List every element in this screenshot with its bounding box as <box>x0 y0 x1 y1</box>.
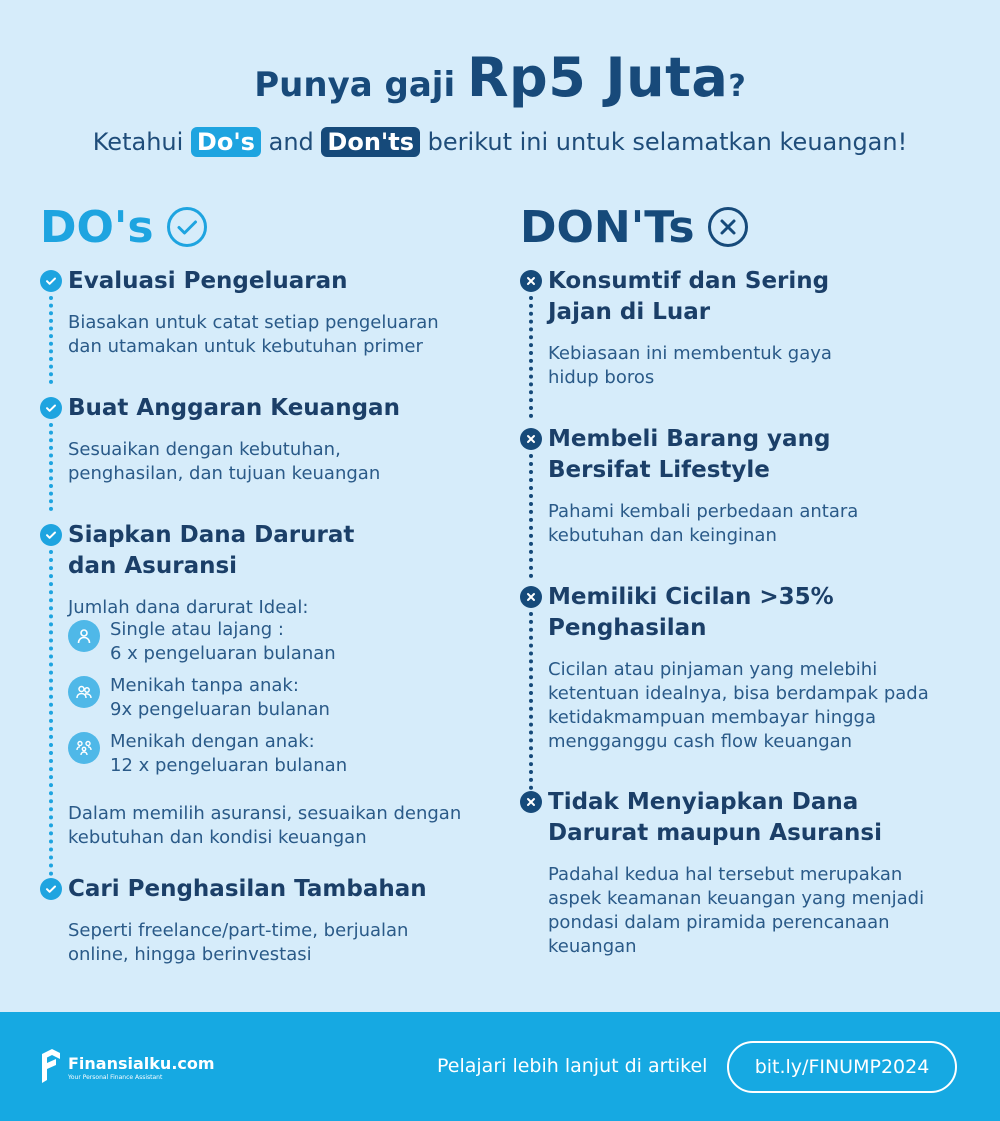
donts-item-3 <box>520 582 970 754</box>
subtitle <box>0 127 1000 157</box>
couple-icon <box>68 676 100 708</box>
dos-heading-text: DO's <box>40 201 154 253</box>
header <box>0 48 1000 157</box>
subitem-value: 6 x pengeluaran bulanan <box>110 643 336 664</box>
subitem-couple <box>68 674 478 722</box>
item-title: Siapkan Dana Darurat dan Asuransi <box>68 522 355 579</box>
subtitle-and: and <box>268 128 314 156</box>
item-title: Buat Anggaran Keuangan <box>68 395 400 421</box>
donts-item-2 <box>520 424 970 548</box>
subtitle-post: berikut ini untuk selamatkan keuangan! <box>427 128 908 156</box>
title-suffix: ? <box>728 69 746 104</box>
check-circle-icon <box>166 206 208 248</box>
family-icon <box>68 732 100 764</box>
donts-item-1 <box>520 266 970 390</box>
brand-name: Finansialku.com <box>68 1053 215 1073</box>
item-desc: Seperti freelance/part-time, berjualan online, hingga berinvestasi <box>68 920 409 965</box>
dotted-divider <box>529 454 533 578</box>
subitem-value: 12 x pengeluaran bulanan <box>110 755 348 776</box>
donts-column <box>520 198 970 957</box>
dos-item-2 <box>40 393 480 486</box>
x-icon <box>520 791 542 813</box>
dos-item-4 <box>40 874 480 967</box>
item-desc: Padahal kedua hal tersebut merupakan aspek keamanan keuangan yang menjadi pondasi dalam piramida perencanaan keuangan <box>548 864 925 957</box>
article-cta-text: Pelajari lebih lanjut di artikel <box>437 1055 708 1077</box>
title-prefix: Punya gaji <box>254 65 456 105</box>
x-icon <box>520 428 542 450</box>
dos-column <box>40 198 480 965</box>
dotted-divider <box>529 296 533 418</box>
x-icon <box>520 586 542 608</box>
brand-logo[interactable] <box>40 1048 215 1086</box>
subitem-label: Single atau lajang : <box>110 619 284 640</box>
subitem-value: 9x pengeluaran bulanan <box>110 699 330 720</box>
subitem-label: Menikah dengan anak: <box>110 731 315 752</box>
dos-item-1 <box>40 266 480 359</box>
item-desc: Sesuaikan dengan kebutuhan, penghasilan, dan tujuan keuangan <box>68 439 381 484</box>
donts-item-4 <box>520 787 970 959</box>
item-title: Cari Penghasilan Tambahan <box>68 876 427 902</box>
check-icon <box>40 270 62 292</box>
subitem-label: Menikah tanpa anak: <box>110 675 299 696</box>
donts-heading-text: DON'Ts <box>520 201 695 253</box>
x-circle-icon <box>707 206 749 248</box>
dos-pill: Do's <box>191 127 261 157</box>
item-title: Konsumtif dan Sering Jajan di Luar <box>548 268 830 325</box>
subitem-single <box>68 618 478 666</box>
x-icon <box>520 270 542 292</box>
emergency-fund-intro: Jumlah dana darurat Ideal: <box>68 597 309 618</box>
finansialku-logo-icon <box>40 1048 62 1086</box>
dotted-divider <box>49 423 53 511</box>
dotted-divider <box>529 612 533 790</box>
item-desc: Biasakan untuk catat setiap pengeluaran dan utamakan untuk kebutuhan primer <box>68 312 439 357</box>
item-desc: Kebiasaan ini membentuk gaya hidup boros <box>548 343 832 388</box>
subtitle-pre: Ketahui <box>92 128 184 156</box>
check-icon <box>40 878 62 900</box>
insurance-desc: Dalam memilih asuransi, sesuaikan dengan kebutuhan dan kondisi keuangan <box>68 803 462 848</box>
item-title: Tidak Menyiapkan Dana Darurat maupun Asuransi <box>548 789 882 846</box>
item-title: Evaluasi Pengeluaran <box>68 268 348 294</box>
footer <box>0 1012 1000 1121</box>
check-icon <box>40 397 62 419</box>
item-title: Memiliki Cicilan >35% Penghasilan <box>548 584 834 641</box>
title-highlight: Rp5 Juta <box>466 46 729 109</box>
dos-heading <box>40 198 480 256</box>
dos-item-3 <box>40 520 480 870</box>
subitem-family <box>68 730 478 778</box>
page-title <box>0 48 1000 117</box>
brand-tagline: Your Personal Finance Assistant <box>68 1073 163 1081</box>
dotted-divider <box>49 296 53 384</box>
single-person-icon <box>68 620 100 652</box>
check-icon <box>40 524 62 546</box>
donts-heading <box>520 198 970 256</box>
item-desc: Cicilan atau pinjaman yang melebihi ketentuan idealnya, bisa berdampak pada ketidakmampuan membayar hingga mengganggu cash flow keuangan <box>548 659 929 752</box>
donts-pill: Don'ts <box>321 127 420 157</box>
item-title: Membeli Barang yang Bersifat Lifestyle <box>548 426 831 483</box>
item-desc: Pahami kembali perbedaan antara kebutuhan dan keinginan <box>548 501 859 546</box>
dotted-divider <box>49 550 53 876</box>
article-link-button[interactable]: bit.ly/FINUMP2024 <box>727 1041 957 1093</box>
